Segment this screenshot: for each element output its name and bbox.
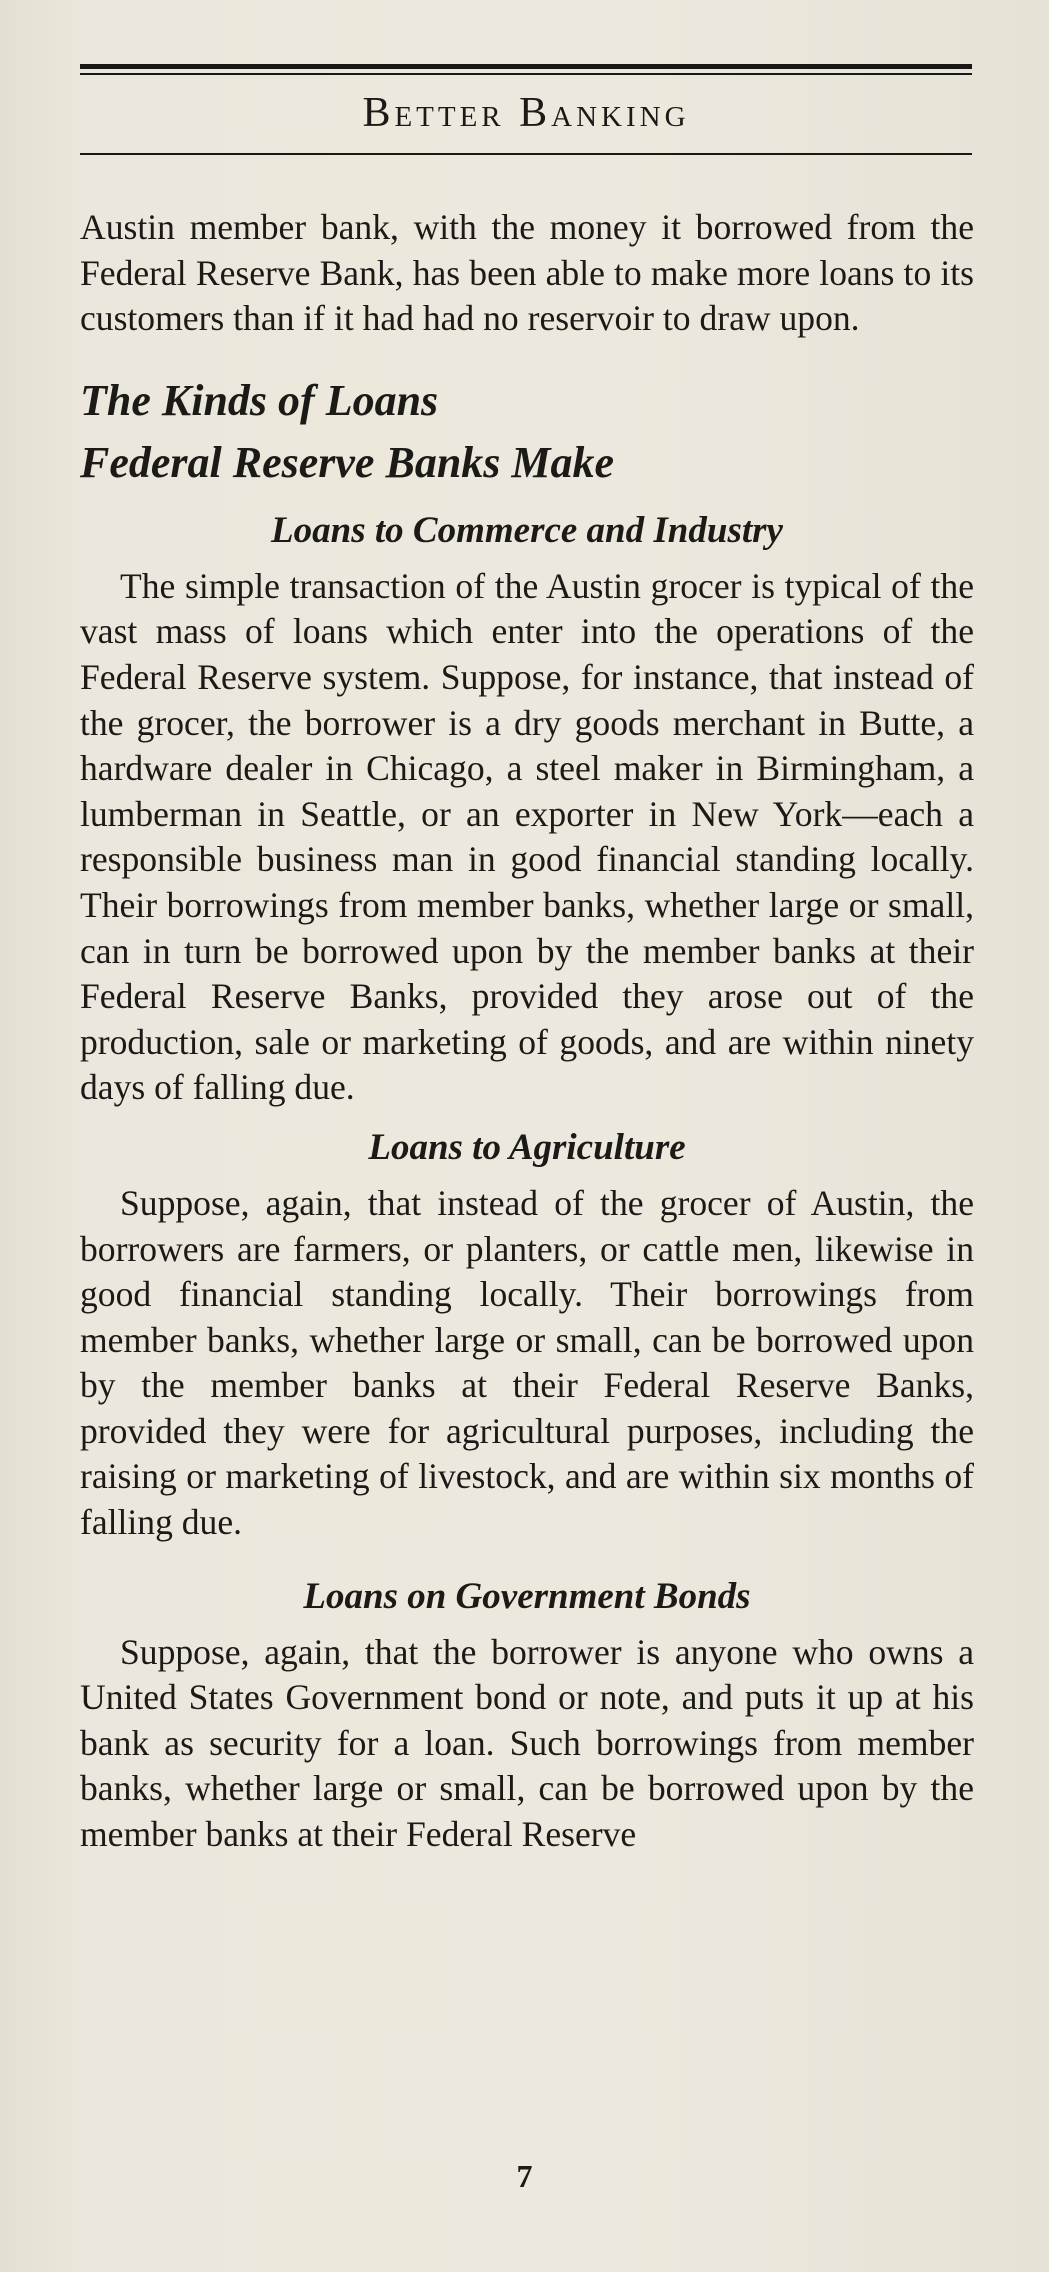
- header-rule-bottom: [80, 153, 972, 155]
- paragraph-commerce: The simple transaction of the Austin grocer is typical of the vast mass of loans which enter into the operations of the Federal Reserve system. Suppose, for instance, that instead of the grocer, the borrower is a dry goods merchant in Butte, a hardware dealer in Chicago, a steel maker in Birmingham, a lumberman in Seattle, or an exporter in New York—each a responsible business man in good financial standing locally. Their borrowings from member banks, whether large or small, can in turn be borrowed upon by the member banks at their Federal Reserve Banks, provided they arose out of the production, sale or marketing of goods, and are within ninety days of falling due.: [80, 565, 974, 1108]
- paragraph-government-bonds: Suppose, again, that the borrower is anyone who owns a United States Government bond or note, and puts it up at his bank as security for a loan. Such borrowings from member banks, whether large or small, can be borrowed upon by the member banks at their Federal Reserve: [80, 1631, 974, 1855]
- page-number: 7: [516, 2158, 533, 2194]
- header-rule-thick: [80, 64, 972, 69]
- section-title-line2: Federal Reserve Banks Make: [80, 437, 615, 487]
- section-title-line1: The Kinds of Loans: [80, 375, 439, 425]
- subsection-heading-commerce: Loans to Commerce and Industry: [271, 509, 783, 551]
- running-head: Better Banking: [362, 90, 690, 136]
- page-content: [80, 205, 974, 1858]
- intro-paragraph: Austin member bank, with the money it borrowed from the Federal Reserve Bank, has been able to make more loans to its customers than if it had had no reservoir to draw upon.: [80, 207, 974, 339]
- subsection-heading-government-bonds: Loans on Government Bonds: [303, 1575, 751, 1617]
- subsection-heading-agriculture: Loans to Agriculture: [368, 1126, 686, 1168]
- header-rule-thin: [80, 73, 972, 75]
- paragraph-agriculture: Suppose, again, that instead of the grocer of Austin, the borrowers are farmers, or planters, or cattle men, likewise in good financial standing locally. Their borrowings from member banks, whether large or small, can be borrowed upon by the member banks at their Federal Reserve Banks, provided they were for agricultural purposes, including the raising or marketing of livestock, and are within six months of falling due.: [80, 1182, 974, 1543]
- section-title: [80, 370, 974, 494]
